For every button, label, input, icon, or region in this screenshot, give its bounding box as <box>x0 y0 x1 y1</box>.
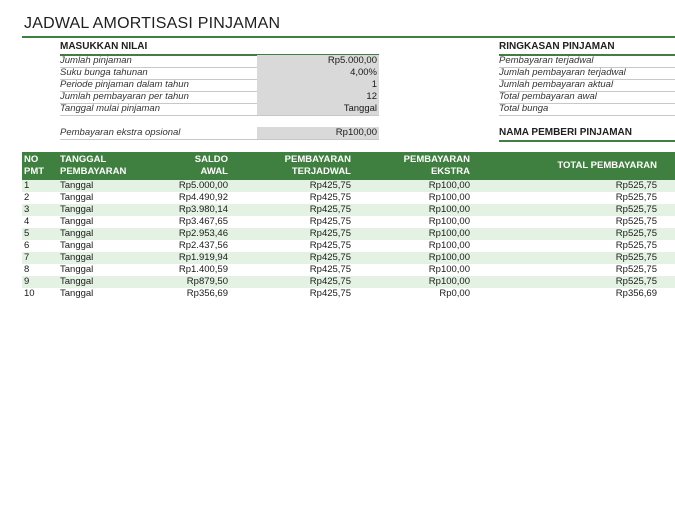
payments-per-year-field[interactable]: 12 <box>257 91 379 103</box>
loan-period-field[interactable]: 1 <box>257 79 379 91</box>
inputs-heading: MASUKKAN NILAI <box>60 40 379 56</box>
cell-no: 7 <box>24 252 30 263</box>
cell-date: Tanggal <box>60 276 94 287</box>
cell-no: 1 <box>24 180 30 191</box>
table-row[interactable] <box>22 252 675 264</box>
table-header <box>22 152 675 180</box>
cell-scheduled: Rp425,75 <box>309 252 351 263</box>
cell-date: Tanggal <box>60 252 94 263</box>
cell-total: Rp525,75 <box>615 228 657 239</box>
cell-scheduled: Rp425,75 <box>309 180 351 191</box>
summary-row: Jumlah pembayaran terjadwal <box>499 67 675 80</box>
table-row[interactable] <box>22 216 675 228</box>
header-line: PEMBAYARAN <box>284 154 351 165</box>
cell-balance: Rp5.000,00 <box>178 180 228 191</box>
cell-balance: Rp1.919,94 <box>178 252 228 263</box>
cell-total: Rp525,75 <box>615 192 657 203</box>
cell-scheduled: Rp425,75 <box>309 204 351 215</box>
input-label: Periode pinjaman dalam tahun <box>60 79 189 90</box>
cell-total: Rp525,75 <box>615 240 657 251</box>
table-row[interactable] <box>22 204 675 216</box>
table-row[interactable] <box>22 228 675 240</box>
header-line: NO <box>24 154 39 165</box>
cell-total: Rp525,75 <box>615 216 657 227</box>
table-row[interactable] <box>22 192 675 204</box>
cell-balance: Rp356,69 <box>186 288 228 299</box>
cell-extra: Rp100,00 <box>428 228 470 239</box>
table-row[interactable] <box>22 276 675 288</box>
header-line: SALDO <box>194 154 228 165</box>
col-header-date[interactable] <box>60 154 126 178</box>
header-line: AWAL <box>200 166 228 177</box>
cell-balance: Rp4.490,92 <box>178 192 228 203</box>
input-label: Jumlah pembayaran per tahun <box>60 91 189 102</box>
cell-extra: Rp100,00 <box>428 204 470 215</box>
cell-no: 8 <box>24 264 30 275</box>
table-row[interactable] <box>22 264 675 276</box>
header-line: PEMBAYARAN <box>403 154 470 165</box>
cell-total: Rp356,69 <box>615 288 657 299</box>
cell-scheduled: Rp425,75 <box>309 228 351 239</box>
start-date-field[interactable]: Tanggal <box>257 103 379 115</box>
summary-heading: RINGKASAN PINJAMAN <box>499 40 675 56</box>
header-line: TANGGAL <box>60 154 107 165</box>
header-line: PEMBAYARAN <box>60 166 127 177</box>
cell-extra: Rp100,00 <box>428 192 470 203</box>
cell-scheduled: Rp425,75 <box>309 276 351 287</box>
cell-total: Rp525,75 <box>615 252 657 263</box>
cell-extra: Rp100,00 <box>428 276 470 287</box>
summary-row: Pembayaran terjadwal <box>499 55 675 68</box>
cell-extra: Rp100,00 <box>428 216 470 227</box>
summary-row: Jumlah pembayaran aktual <box>499 79 675 92</box>
table-row[interactable] <box>22 240 675 252</box>
cell-extra: Rp100,00 <box>428 240 470 251</box>
cell-no: 3 <box>24 204 30 215</box>
col-header-total[interactable]: TOTAL PEMBAYARAN <box>557 160 657 171</box>
cell-balance: Rp2.437,56 <box>178 240 228 251</box>
input-row-start-date <box>60 103 379 116</box>
cell-no: 9 <box>24 276 30 287</box>
table-row[interactable] <box>22 180 675 192</box>
input-label: Pembayaran ekstra opsional <box>60 127 181 138</box>
cell-total: Rp525,75 <box>615 264 657 275</box>
cell-date: Tanggal <box>60 288 94 299</box>
cell-date: Tanggal <box>60 240 94 251</box>
extra-payment-field[interactable]: Rp100,00 <box>257 127 379 139</box>
lender-heading: NAMA PEMBERI PINJAMAN <box>499 126 675 142</box>
cell-no: 4 <box>24 216 30 227</box>
cell-no: 10 <box>24 288 35 299</box>
cell-balance: Rp3.980,14 <box>178 204 228 215</box>
interest-rate-field[interactable]: 4,00% <box>257 67 379 79</box>
col-header-no[interactable] <box>24 154 44 178</box>
cell-balance: Rp3.467,65 <box>178 216 228 227</box>
cell-date: Tanggal <box>60 192 94 203</box>
cell-extra: Rp100,00 <box>428 180 470 191</box>
cell-no: 6 <box>24 240 30 251</box>
cell-total: Rp525,75 <box>615 180 657 191</box>
header-line: EKSTRA <box>430 166 470 177</box>
cell-scheduled: Rp425,75 <box>309 288 351 299</box>
col-header-scheduled[interactable] <box>285 154 351 178</box>
loan-amount-field[interactable]: Rp5.000,00 <box>257 55 379 67</box>
cell-balance: Rp1.400,59 <box>178 264 228 275</box>
cell-date: Tanggal <box>60 180 94 191</box>
cell-date: Tanggal <box>60 216 94 227</box>
cell-no: 2 <box>24 192 30 203</box>
input-row-extra-payment <box>60 127 379 140</box>
cell-extra: Rp100,00 <box>428 252 470 263</box>
cell-scheduled: Rp425,75 <box>309 240 351 251</box>
cell-date: Tanggal <box>60 228 94 239</box>
title-divider <box>22 36 675 38</box>
summary-row: Total bunga <box>499 103 675 116</box>
col-header-balance[interactable] <box>195 154 228 178</box>
input-label: Tanggal mulai pinjaman <box>60 103 160 114</box>
cell-date: Tanggal <box>60 204 94 215</box>
col-header-extra[interactable] <box>404 154 470 178</box>
summary-row: Total pembayaran awal <box>499 91 675 104</box>
cell-total: Rp525,75 <box>615 204 657 215</box>
cell-extra: Rp0,00 <box>439 288 470 299</box>
page-title: JADWAL AMORTISASI PINJAMAN <box>24 15 281 32</box>
cell-total: Rp525,75 <box>615 276 657 287</box>
cell-no: 5 <box>24 228 30 239</box>
cell-scheduled: Rp425,75 <box>309 216 351 227</box>
cell-date: Tanggal <box>60 264 94 275</box>
cell-scheduled: Rp425,75 <box>309 192 351 203</box>
cell-balance: Rp879,50 <box>186 276 228 287</box>
input-label: Jumlah pinjaman <box>60 55 132 66</box>
cell-extra: Rp100,00 <box>428 264 470 275</box>
cell-balance: Rp2.953,46 <box>178 228 228 239</box>
header-line: PMT <box>24 166 45 177</box>
table-row[interactable] <box>22 288 675 300</box>
header-line: TERJADWAL <box>291 166 351 177</box>
input-label: Suku bunga tahunan <box>60 67 148 78</box>
cell-scheduled: Rp425,75 <box>309 264 351 275</box>
